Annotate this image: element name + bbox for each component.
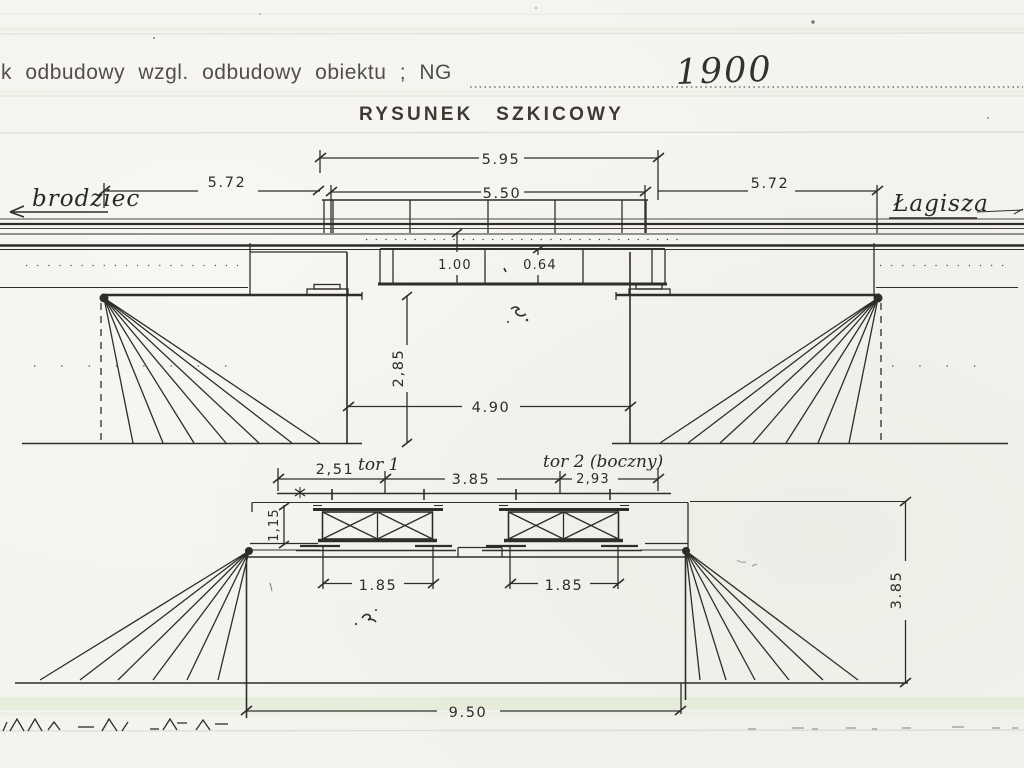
cutoff-text-fragments <box>3 719 228 731</box>
dim-label-girder-depth: 0.64 <box>523 258 557 273</box>
girder-box-2 <box>482 506 642 551</box>
pencil-scribble-upper <box>507 307 528 323</box>
dim-label-track-spacing: 3.85 <box>451 472 491 488</box>
dim-label-right-approach: 5.72 <box>750 176 790 192</box>
dim-girder2-width <box>505 546 624 594</box>
girder-box-1 <box>296 506 456 551</box>
header <box>1 50 1023 125</box>
abutment-right <box>612 243 1018 444</box>
dim-deck-depth <box>438 229 472 283</box>
drawing-title: RYSUNEK SZKICOWY <box>359 104 625 125</box>
center-block <box>458 548 502 558</box>
slope-fan-left <box>104 298 320 443</box>
direction-left <box>10 186 140 217</box>
abutment-left <box>0 243 362 444</box>
pencil-scribble-lower <box>270 560 757 625</box>
dim-label-clear-span: 4.90 <box>471 400 511 416</box>
dim-slab-height <box>267 503 289 548</box>
dim-label-pier-height: 2,85 <box>391 348 407 388</box>
dim-label-deck-depth: 1.00 <box>438 258 472 273</box>
dim-label-inner-span: 5.50 <box>482 186 522 202</box>
dim-label-left-offset: 2,51 <box>315 462 355 478</box>
dim-clear-span <box>343 400 636 416</box>
dim-label-girder1-width: 1.85 <box>358 578 398 594</box>
abutment-body <box>15 547 908 718</box>
dim-label-wall-height: 3.85 <box>889 570 905 610</box>
dim-pier-height <box>391 292 412 447</box>
handwritten-year: 1900 <box>674 49 774 93</box>
slope-fan-right <box>660 298 878 443</box>
cutoff-smudges-right <box>748 727 1018 729</box>
axis-cross-mark <box>295 487 305 498</box>
track2-label: tor 2 (boczny) <box>543 452 664 472</box>
dim-girder-depth <box>504 246 557 283</box>
dim-girder1-width <box>318 546 439 594</box>
track1-label: tor 1 <box>358 455 400 475</box>
direction-right-label: Łagisza <box>893 191 989 217</box>
dim-label-right-offset: 2,93 <box>576 472 610 487</box>
cross-section-view <box>15 452 911 721</box>
section-fan-left <box>40 551 249 680</box>
section-dim-row <box>273 452 664 493</box>
dim-label-girder2-width: 1.85 <box>544 578 584 594</box>
section-fan-right <box>686 551 858 680</box>
track-lines <box>0 219 1024 250</box>
dim-label-slab-height: 1,15 <box>267 508 282 542</box>
dim-label-left-approach: 5.72 <box>207 175 247 191</box>
direction-left-label: brodziec <box>32 186 141 212</box>
bearing-right <box>629 285 670 296</box>
form-line-text: k odbudowy wzgl. odbudowy obiektu ; NG <box>1 61 452 84</box>
direction-right <box>889 191 1023 218</box>
bearing-left <box>307 285 348 296</box>
elevation-view <box>0 150 1024 447</box>
dim-label-base-width: 9.50 <box>448 705 488 721</box>
dim-label-top-span: 5.95 <box>481 152 521 168</box>
